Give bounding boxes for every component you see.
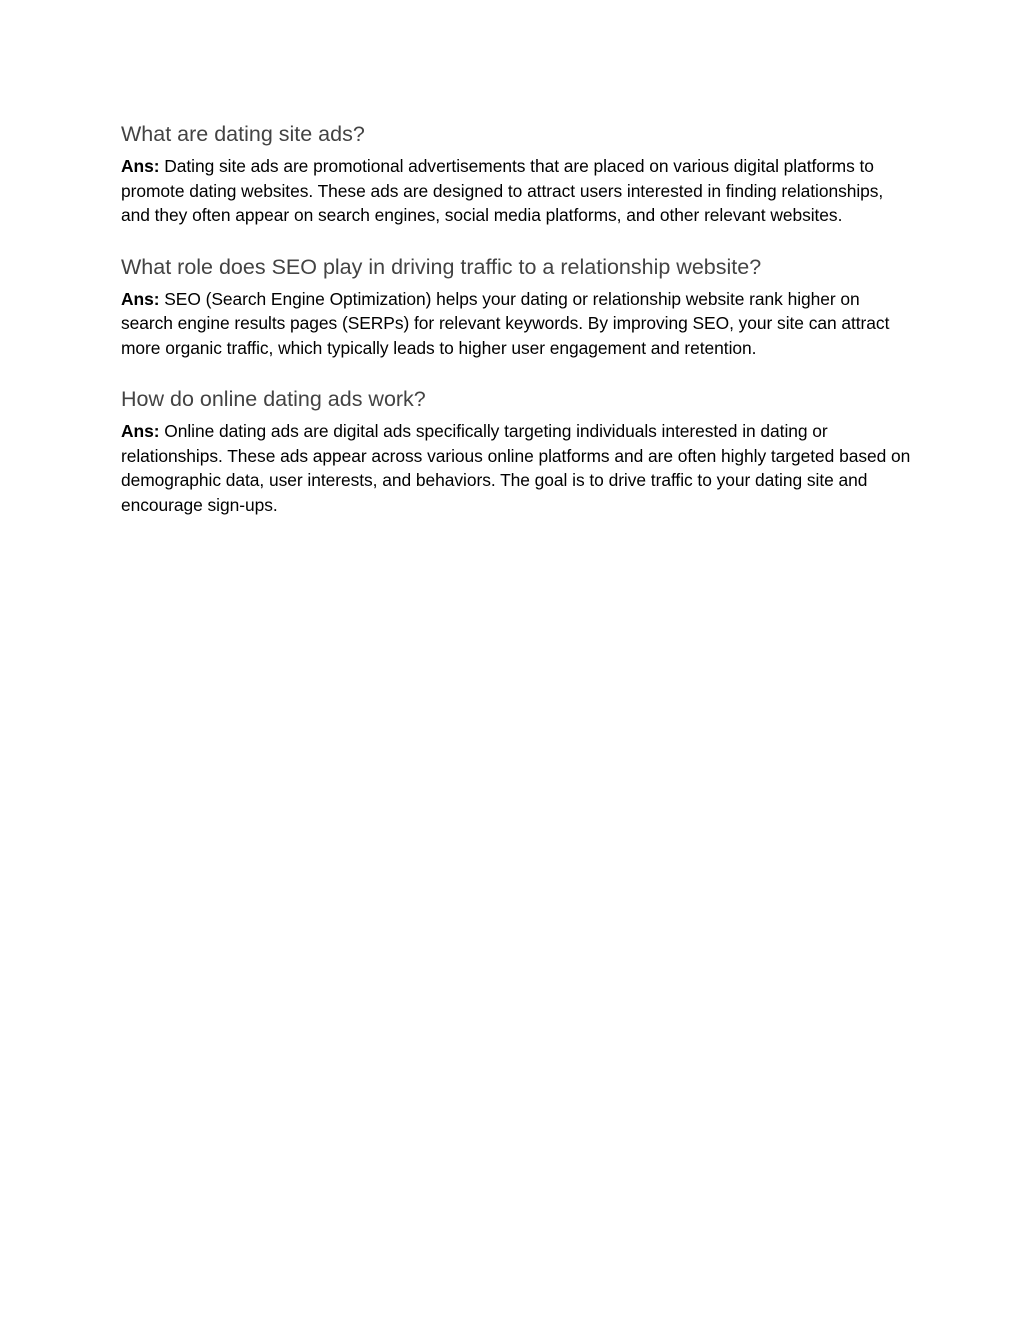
faq-answer <box>121 287 911 361</box>
faq-item <box>121 384 911 517</box>
faq-question: What role does SEO play in driving traffic to a relationship website? <box>121 254 762 279</box>
answer-label: Ans: <box>121 421 160 441</box>
answer-text: Dating site ads are promotional advertisements that are placed on various digital platforms to promote dating websites. These ads are designed to attract users interested in finding relationships, and they often appear on search engines, social media platforms, and other relevant websites. <box>121 156 884 225</box>
faq-question: What are dating site ads? <box>121 122 365 146</box>
answer-label: Ans: <box>121 156 160 176</box>
answer-text: SEO (Search Engine Optimization) helps your dating or relationship website rank higher on search engine results pages (SERPs) for relevant keywords. By improving SEO, your site can attract more organic traffic, which typically leads to higher user engagement and retention. <box>121 288 890 358</box>
answer-label: Ans: <box>121 288 160 309</box>
faq-item <box>121 252 911 361</box>
faq-answer <box>121 419 911 517</box>
answer-text: Online dating ads are digital ads specifically targeting individuals interested in dating or relationships. These ads appear across various online platforms and are often highly targeted based on demographic data, user interests, and behaviors. The goal is to drive traffic to your dating site and encourage sign-ups. <box>121 421 911 515</box>
document-page <box>121 119 911 541</box>
faq-answer <box>121 154 911 228</box>
faq-item <box>121 119 911 228</box>
faq-question: How do online dating ads work? <box>121 387 426 411</box>
